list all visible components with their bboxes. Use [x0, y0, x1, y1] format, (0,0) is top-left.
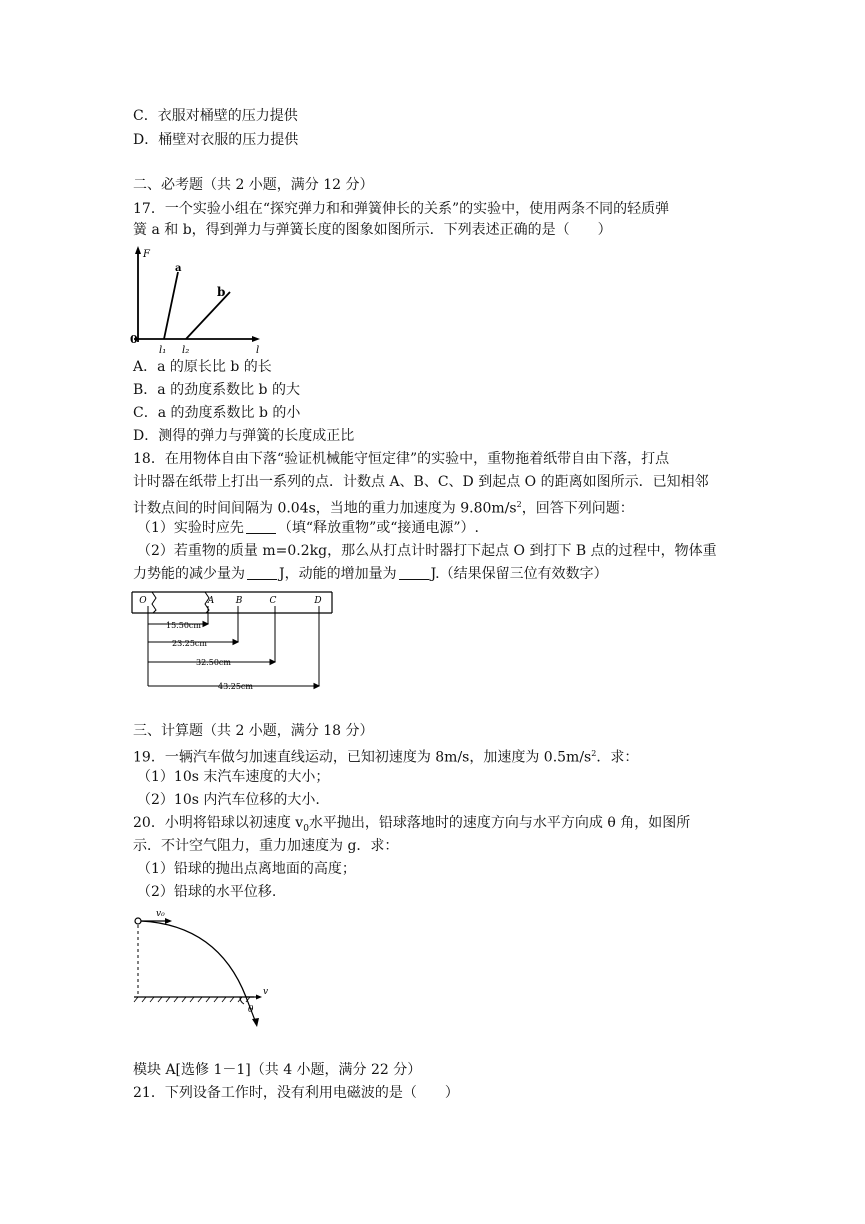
q20-projectile-figure — [128, 905, 288, 1031]
launch-point — [135, 918, 141, 924]
point-c-label: C — [269, 596, 277, 606]
answer-blank-1[interactable] — [246, 519, 276, 534]
q18-paper-tape-figure — [128, 588, 338, 692]
q19-stem-tail: ．求： — [596, 749, 639, 766]
answer-blank-2[interactable] — [247, 565, 277, 580]
q18-sub1 — [137, 518, 479, 538]
q18-line3 — [133, 495, 634, 519]
point-d-label: D — [314, 596, 322, 606]
dimension-arrow-ob — [233, 640, 238, 645]
q19-sub1: （1）10s 末汽车速度的大小； — [137, 769, 330, 785]
q20-line2: 示．不计空气阻力，重力加速度为 g．求： — [133, 838, 399, 854]
q16-option-d: D．桶壁对衣服的压力提供 — [133, 132, 299, 148]
theta-label: θ — [248, 1005, 254, 1015]
dimension-arrow-oa — [203, 622, 208, 627]
q17-option-c: C．a 的劲度系数比 b 的小 — [133, 405, 301, 421]
v-label: v — [263, 987, 269, 997]
q17-spring-graph — [130, 244, 270, 356]
origin-label: 0 — [130, 333, 138, 346]
q19-stem-sup: 2 — [591, 749, 597, 758]
dimension-arrow-od — [314, 684, 319, 689]
q20-line1-sub: 0 — [303, 823, 309, 834]
q20-sub1: （1）铅球的抛出点离地面的高度； — [137, 861, 356, 877]
q17-option-a: A．a 的原长比 b 的长 — [133, 359, 272, 375]
q20-line1-text: 20．小明将铅球以初速度 v — [133, 815, 304, 831]
q18-sub2-line1: （2）若重物的质量 m=0.2kg，那么从打点计时器打下起点 O 到打下 B 点的过程中，物体重 — [137, 543, 717, 559]
y-axis-arrow — [135, 246, 141, 254]
line-a — [164, 272, 178, 339]
y-axis-label: F — [143, 249, 150, 260]
v0-arrowhead — [165, 918, 172, 924]
q19-stem-text: 19．一辆汽车做匀加速直线运动，已知初速度为 8m/s，加速度为 0.5m/s — [133, 749, 592, 766]
section2-heading: 二、必考题（共 2 小题，满分 12 分） — [133, 177, 374, 193]
q18-sub2-line2 — [133, 564, 608, 584]
section3-heading: 三、计算题（共 2 小题，满分 18 分） — [133, 723, 374, 739]
line-b-label: b — [217, 285, 226, 299]
ground-hatching — [134, 997, 250, 1002]
distance-oa-label: 15.50cm — [166, 621, 201, 630]
q18-sub2-text-b: J，动能的增加量为 — [279, 566, 397, 582]
point-a-label: A — [207, 596, 215, 606]
distance-oc-label: 32.50cm — [196, 658, 231, 667]
q20-line1-tail: 水平抛出，铅球落地时的速度方向与水平方向成 θ 角，如图所 — [308, 815, 691, 831]
q18-line3-tail: ，回答下列问题： — [521, 500, 634, 517]
q17-option-d: D．测得的弹力与弹簧的长度成正比 — [133, 428, 355, 444]
q18-sub2-text-a: 力势能的减少量为 — [133, 566, 245, 582]
q18-line3-sup: 2 — [516, 500, 522, 509]
distance-ob-label: 23.25cm — [172, 639, 207, 648]
q17-stem-line1: 17．一个实验小组在“探究弹力和和弹簧伸长的关系”的实验中，使用两条不同的轻质弹 — [133, 201, 670, 217]
point-b-label: B — [235, 596, 243, 606]
q19-sub2: （2）10s 内汽车位移的大小. — [137, 792, 320, 808]
x-axis-arrow — [252, 336, 260, 342]
x-axis-label: l — [256, 345, 260, 356]
q19-stem — [133, 744, 638, 768]
q20-line1 — [133, 813, 690, 839]
q18-line2: 计时器在纸带上打出一系列的点．计数点 A、B、C、D 到起点 O 的距离如图所示．已知相邻 — [133, 474, 709, 490]
q18-line1: 18．在用物体自由下落“验证机械能守恒定律”的实验中，重物拖着纸带自由下落，打点 — [133, 451, 670, 467]
module-a-heading: 模块 A[选修 1－1]（共 4 小题，满分 22 分） — [133, 1062, 422, 1078]
impact-velocity-arrowhead — [252, 1018, 259, 1027]
q21-stem: 21．下列设备工作时，没有利用电磁波的是（ ） — [133, 1085, 459, 1101]
q16-option-c: C．衣服对桶壁的压力提供 — [133, 108, 298, 124]
trajectory-curve — [141, 921, 246, 997]
q18-sub1-text: （1）实验时应先 — [137, 520, 244, 536]
distance-od-label: 43.25cm — [218, 682, 253, 691]
tick-l2: l₂ — [182, 345, 190, 356]
line-b — [186, 292, 230, 339]
q17-stem-line2: 簧 a 和 b，得到弹力与弹簧长度的图象如图所示．下列表述正确的是（ ） — [133, 222, 612, 238]
point-o-label: O — [139, 596, 147, 606]
dimension-arrow-oc — [270, 660, 275, 665]
q17-option-b: B．a 的劲度系数比 b 的大 — [133, 382, 300, 398]
q20-sub2: （2）铅球的水平位移. — [137, 884, 277, 900]
q18-sub2-text-c: J.（结果保留三位有效数字） — [430, 566, 608, 582]
v0-label: v₀ — [156, 909, 165, 919]
horizontal-component-arrowhead — [256, 995, 262, 1000]
q18-sub1-tail: （填“释放重物”或“接通电源”）. — [277, 520, 480, 536]
tick-l1: l₁ — [159, 345, 167, 356]
line-a-label: a — [175, 263, 182, 274]
q18-line3-text: 计数点间的时间间隔为 0.04s，当地的重力加速度为 9.80m/s — [133, 500, 517, 517]
tape-break-mark-left — [152, 592, 156, 613]
theta-arc — [240, 997, 244, 1004]
answer-blank-3[interactable] — [399, 565, 429, 580]
